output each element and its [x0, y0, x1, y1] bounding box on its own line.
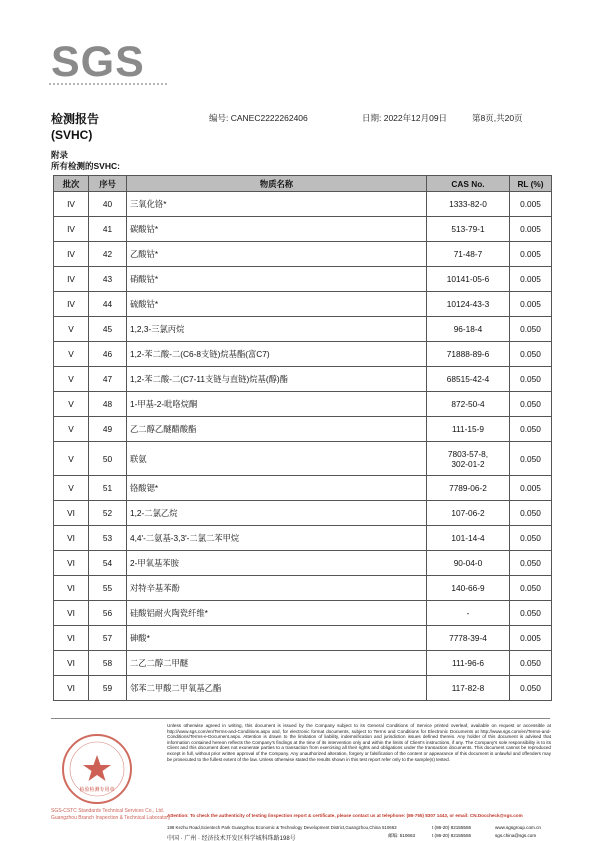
cell-substance: 邻苯二甲酸二甲氧基乙酯	[127, 676, 427, 701]
table-row	[54, 551, 552, 576]
cell-substance: 1,2,3-三氯丙烷	[127, 317, 427, 342]
cell-number: 48	[89, 392, 127, 417]
table-row	[54, 601, 552, 626]
cell-batch: V	[54, 476, 89, 501]
cell-batch: V	[54, 317, 89, 342]
cell-cas: 872-50-4	[427, 392, 510, 417]
cell-substance: 对特辛基苯酚	[127, 576, 427, 601]
table-row	[54, 217, 552, 242]
cell-batch: V	[54, 392, 89, 417]
report-date: 日期: 2022年12月09日	[362, 113, 448, 123]
cell-cas: 10124-43-3	[427, 292, 510, 317]
cell-batch: V	[54, 442, 89, 476]
table-row	[54, 501, 552, 526]
cell-rl: 0.050	[510, 317, 552, 342]
table-row	[54, 192, 552, 217]
report-title: 检测报告	[51, 112, 100, 126]
cell-batch: VI	[54, 651, 89, 676]
cell-substance: 1,2-二氯乙烷	[127, 501, 427, 526]
report-number: 编号: CANEC2222262406	[209, 113, 308, 123]
cell-rl: 0.050	[510, 417, 552, 442]
cell-batch: VI	[54, 626, 89, 651]
cell-batch: VI	[54, 501, 89, 526]
table-row	[54, 676, 552, 701]
cell-substance: 三氧化铬*	[127, 192, 427, 217]
cell-substance: 乙二醇乙醚醋酸酯	[127, 417, 427, 442]
cell-rl: 0.005	[510, 267, 552, 292]
page-number: 第8页,共20页	[472, 113, 523, 123]
appendix-label: 附录	[51, 150, 69, 160]
table-row	[54, 626, 552, 651]
cell-substance: 硫酸钴*	[127, 292, 427, 317]
cell-batch: V	[54, 367, 89, 392]
cell-cas: 111-15-9	[427, 417, 510, 442]
cell-substance: 铬酸锶*	[127, 476, 427, 501]
cell-batch: IV	[54, 192, 89, 217]
cell-rl: 0.050	[510, 576, 552, 601]
cell-cas: 140-66-9	[427, 576, 510, 601]
cell-substance: 砷酸*	[127, 626, 427, 651]
col-no-header: 序号	[89, 176, 127, 192]
cell-substance: 乙酸钴*	[127, 242, 427, 267]
footer-divider	[51, 718, 550, 719]
cell-cas: 68515-42-4	[427, 367, 510, 392]
cell-cas: -	[427, 601, 510, 626]
cell-cas: 111-96-6	[427, 651, 510, 676]
cell-number: 46	[89, 342, 127, 367]
col-cas-header: CAS No.	[427, 176, 510, 192]
cell-cas: 90-04-0	[427, 551, 510, 576]
report-subtitle: (SVHC)	[51, 128, 93, 142]
col-rl-header: RL (%)	[510, 176, 552, 192]
stamp-caption-lab: Guangzhou Branch Inspection & Technical Laboratory	[51, 815, 171, 821]
cell-batch: IV	[54, 292, 89, 317]
cell-batch: V	[54, 342, 89, 367]
cell-rl: 0.005	[510, 476, 552, 501]
cell-number: 57	[89, 626, 127, 651]
address-chinese: 中国 · 广州 · 经济技术开发区科学城科珠路198号	[167, 836, 296, 841]
cell-rl: 0.050	[510, 342, 552, 367]
cell-number: 51	[89, 476, 127, 501]
sgs-logo	[49, 32, 169, 90]
cell-rl: 0.005	[510, 192, 552, 217]
cell-batch: VI	[54, 576, 89, 601]
cell-batch: IV	[54, 267, 89, 292]
cell-number: 42	[89, 242, 127, 267]
cell-number: 49	[89, 417, 127, 442]
table-header-row	[54, 176, 552, 192]
cell-substance: 1-甲基-2-吡咯烷酮	[127, 392, 427, 417]
cell-cas: 117-82-8	[427, 676, 510, 701]
legal-disclaimer: Unless otherwise agreed in writing, this document is issued by the Company subject to its General Conditions of Service printed overleaf, available on request or accessible at http://www.sgs.com/en/Terms-and-Conditions.aspx and, for electronic format documents, subject to Terms and Conditions for Electronic Documents at http://www.sgs.com/en/Terms-and-Conditions/Terms-e-Document.aspx. Attention is drawn to the limitation of liability, indemnification and jurisdiction issues defined therein. Any holder of this document is advised that information contained hereon reflects the Company's findings at the time of its intervention only and within the limits of Client's instructions, if any. The Company's sole responsibility is to its Client and this document does not exonerate parties to a transaction from exercising all their rights and obligations under the transaction documents. This document cannot be reproduced except in full, without prior written approval of the Company. Any unauthorized alteration, forgery or falsification of the content or appearance of this document is unlawful and offenders may be prosecuted to the fullest extent of the law. Unless otherwise stated the results shown in this test report refer only to the sample(s) tested.	[167, 723, 551, 762]
cell-number: 50	[89, 442, 127, 476]
cell-rl: 0.050	[510, 392, 552, 417]
cell-rl: 0.050	[510, 442, 552, 476]
stamp-center-text: 检验检测专用章	[79, 787, 115, 793]
table-row	[54, 267, 552, 292]
col-batch-header: 批次	[54, 176, 89, 192]
cell-batch: VI	[54, 676, 89, 701]
cell-cas: 7778-39-4	[427, 626, 510, 651]
table-row	[54, 651, 552, 676]
cell-cas: 513-79-1	[427, 217, 510, 242]
cell-number: 41	[89, 217, 127, 242]
cell-substance: 碳酸钴*	[127, 217, 427, 242]
table-row	[54, 342, 552, 367]
table-row	[54, 526, 552, 551]
cell-rl: 0.050	[510, 601, 552, 626]
svhc-list-title: 所有检测的SVHC:	[51, 161, 120, 171]
cell-number: 55	[89, 576, 127, 601]
cell-number: 54	[89, 551, 127, 576]
table-row	[54, 576, 552, 601]
cell-number: 40	[89, 192, 127, 217]
col-substance-header: 物质名称	[127, 176, 427, 192]
cell-cas: 96-18-4	[427, 317, 510, 342]
cell-number: 59	[89, 676, 127, 701]
telephone-1: t (86-20) 82155555	[432, 825, 472, 830]
cell-rl: 0.050	[510, 676, 552, 701]
postcode-chinese: 邮编: 510663	[388, 833, 416, 838]
cell-number: 53	[89, 526, 127, 551]
website-link[interactable]: www.sgsgroup.com.cn	[495, 825, 541, 830]
cell-batch: IV	[54, 242, 89, 267]
table-row	[54, 442, 552, 476]
table-row	[54, 476, 552, 501]
stamp-caption-company: SGS-CSTC Standards Technical Services Co., Ltd.	[51, 808, 165, 814]
cell-batch: VI	[54, 551, 89, 576]
cell-cas: 7803-57-8, 302-01-2	[427, 442, 510, 476]
table-row	[54, 417, 552, 442]
svhc-table	[53, 175, 552, 701]
cell-substance: 硅酸铝耐火陶瓷纤维*	[127, 601, 427, 626]
table-row	[54, 392, 552, 417]
cell-number: 47	[89, 367, 127, 392]
address-english: 198 Kezhu Road,Scientech Park Guangzhou Economic & Technology Development District,Guangzhou,China 510663	[167, 825, 397, 830]
cell-substance: 联氨	[127, 442, 427, 476]
cell-cas: 10141-05-6	[427, 267, 510, 292]
cell-number: 43	[89, 267, 127, 292]
cell-rl: 0.050	[510, 501, 552, 526]
cell-number: 45	[89, 317, 127, 342]
authenticity-notice: Attention: To check the authenticity of testing /inspection report & certificate, please contact us at telephone: (86-755) 8307 1443, or email: CN.Doccheck@sgs.com	[167, 813, 523, 818]
cell-substance: 1,2-苯二酸-二(C7-11支链与直链)烷基(醇)酯	[127, 367, 427, 392]
cell-rl: 0.050	[510, 551, 552, 576]
table-row	[54, 242, 552, 267]
cell-rl: 0.005	[510, 242, 552, 267]
table-row	[54, 367, 552, 392]
cell-rl: 0.050	[510, 651, 552, 676]
table-row	[54, 292, 552, 317]
cell-rl: 0.005	[510, 626, 552, 651]
cell-substance: 2-甲氧基苯胺	[127, 551, 427, 576]
cell-number: 52	[89, 501, 127, 526]
cell-cas: 7789-06-2	[427, 476, 510, 501]
cell-rl: 0.005	[510, 292, 552, 317]
telephone-2: t (86-20) 82155555	[432, 833, 472, 838]
cell-number: 56	[89, 601, 127, 626]
cell-batch: IV	[54, 217, 89, 242]
cell-rl: 0.005	[510, 217, 552, 242]
cell-number: 44	[89, 292, 127, 317]
cell-cas: 1333-82-0	[427, 192, 510, 217]
cell-cas: 71888-89-6	[427, 342, 510, 367]
cell-cas: 71-48-7	[427, 242, 510, 267]
table-body	[54, 192, 552, 701]
cell-rl: 0.050	[510, 367, 552, 392]
cell-batch: VI	[54, 601, 89, 626]
cell-batch: VI	[54, 526, 89, 551]
cell-number: 58	[89, 651, 127, 676]
email-link[interactable]: sgs.china@sgs.com	[495, 833, 537, 838]
cell-substance: 4,4'-二氨基-3,3'-二氯二苯甲烷	[127, 526, 427, 551]
cell-substance: 二乙二醇二甲醚	[127, 651, 427, 676]
cell-cas: 107-06-2	[427, 501, 510, 526]
cell-substance: 硝酸钴*	[127, 267, 427, 292]
cell-rl: 0.050	[510, 526, 552, 551]
cell-substance: 1,2-苯二酸-二(C6-8支链)烷基酯(富C7)	[127, 342, 427, 367]
table-row	[54, 317, 552, 342]
cell-batch: V	[54, 417, 89, 442]
sgs-logo-text: SGS	[51, 38, 145, 86]
cell-cas: 101-14-4	[427, 526, 510, 551]
